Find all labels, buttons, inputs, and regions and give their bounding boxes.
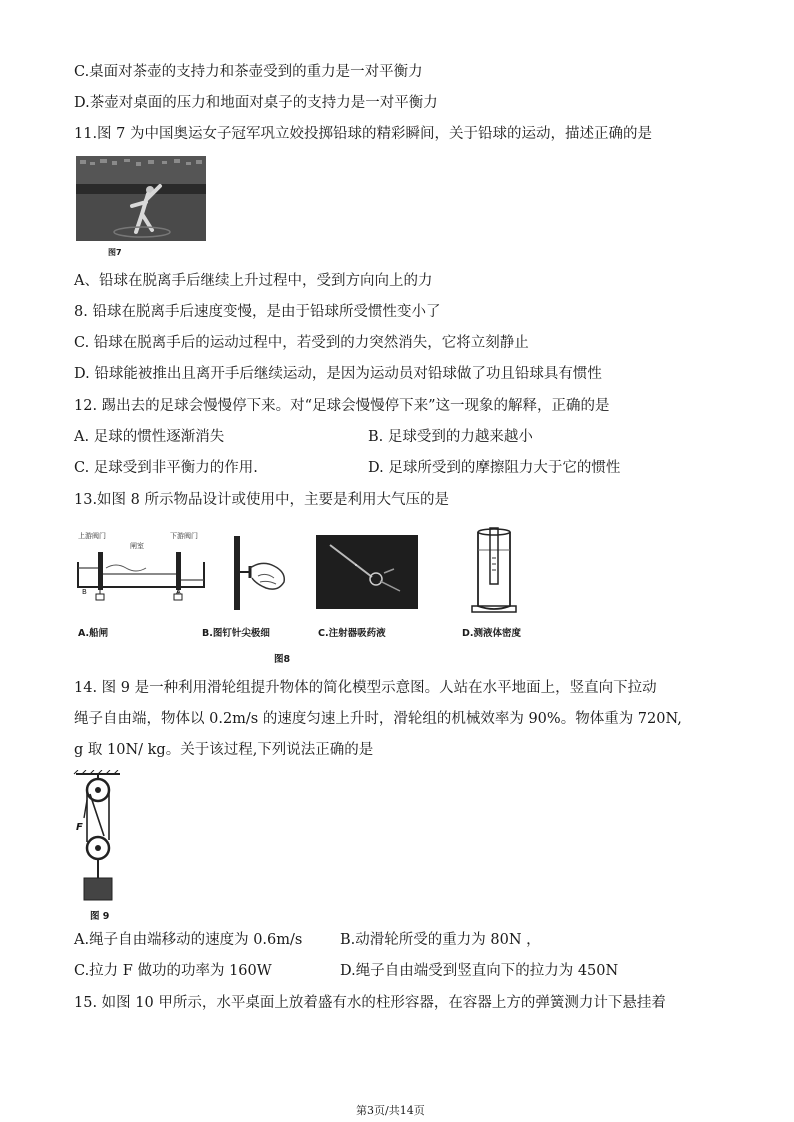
fig9-caption: 图 9 (90, 911, 110, 922)
thumbtack-diagram (228, 532, 292, 612)
liquid-density-diagram (464, 526, 524, 616)
q12-option-a: A. 足球的惯性逐渐消失 (74, 429, 225, 445)
q10-option-c: C.桌面对茶壶的支持力和茶壶受到的重力是一对平衡力 (74, 64, 423, 80)
fig7-caption: 图7 (108, 248, 122, 257)
q14-stem-line3: g 取 10N/ kg。关于该过程,下列说法正确的是 (74, 742, 374, 758)
fig8a-label-b: B (82, 588, 87, 596)
q14-option-d: D.绳子自由端受到竖直向下的拉力为 450N (340, 963, 619, 979)
page-indicator: 第3页/共14页 (356, 1104, 425, 1117)
shot-put-photo (76, 156, 206, 241)
q12-option-c: C. 足球受到非平衡力的作用. (74, 460, 258, 476)
q14-option-c: C.拉力 F 做功的功率为 160W (74, 963, 272, 979)
q10-option-d: D.茶壶对桌面的压力和地面对桌子的支持力是一对平衡力 (74, 95, 438, 111)
q12-option-b: B. 足球受到的力越来越小 (368, 429, 533, 445)
q11-option-d: D. 铅球能被推出且离开手后继续运动，是因为运动员对铅球做了功且铅球具有惯性 (74, 366, 602, 382)
q11-stem: 11.图 7 为中国奥运女子冠军巩立姣投掷铅球的精彩瞬间，关于铅球的运动，描述正确的是 (74, 126, 652, 142)
fig8a-label-upstream: 上游阀门 (78, 532, 106, 540)
q14-stem-line2: 绳子自由端，物体以 0.2m/s 的速度匀速上升时，滑轮组的机械效率为 90%。物体重为 720N, (74, 711, 682, 727)
fig8a-label-downstream: 下游阀门 (170, 532, 198, 540)
q11-option-a: A、铅球在脱离手后继续上升过程中，受到方向向上的力 (74, 273, 433, 289)
q11-option-b: 8. 铅球在脱离手后速度变慢，是由于铅球所受惯性变小了 (74, 304, 441, 320)
q12-option-d: D. 足球所受到的摩擦阻力大于它的惯性 (368, 460, 621, 476)
q12-stem: 12. 踢出去的足球会慢慢停下来。对“足球会慢慢停下来”这一现象的解释，正确的是 (74, 398, 610, 414)
fig8-caption-d: D.测液体密度 (462, 628, 521, 639)
pulley-diagram (72, 770, 132, 906)
force-label: F (76, 822, 83, 833)
q14-option-a: A.绳子自由端移动的速度为 0.6m/s (74, 932, 303, 948)
syringe-photo (316, 535, 418, 609)
fig8-caption: 图8 (274, 654, 291, 665)
fig8-caption-a: A.船闸 (78, 628, 109, 639)
fig8a-label-a: A (176, 588, 181, 596)
fig8-caption-c: C.注射器吸药液 (318, 628, 386, 639)
q14-option-b: B.动滑轮所受的重力为 80N ， (340, 932, 541, 948)
q14-stem-line1: 14. 图 9 是一种利用滑轮组提升物体的简化模型示意图。人站在水平地面上，竖直向下拉动 (74, 680, 657, 696)
q11-option-c: C. 铅球在脱离手后的运动过程中，若受到的力突然消失，它将立刻静止 (74, 335, 529, 351)
fig8a-label-gate: 闸室 (130, 542, 144, 550)
q15-stem: 15. 如图 10 甲所示，水平桌面上放着盛有水的柱形容器，在容器上方的弹簧测力计下悬挂着 (74, 995, 666, 1011)
q13-stem: 13.如图 8 所示物品设计或使用中，主要是利用大气压的是 (74, 492, 450, 508)
fig8-caption-b: B.图钉针尖极细 (202, 628, 270, 639)
